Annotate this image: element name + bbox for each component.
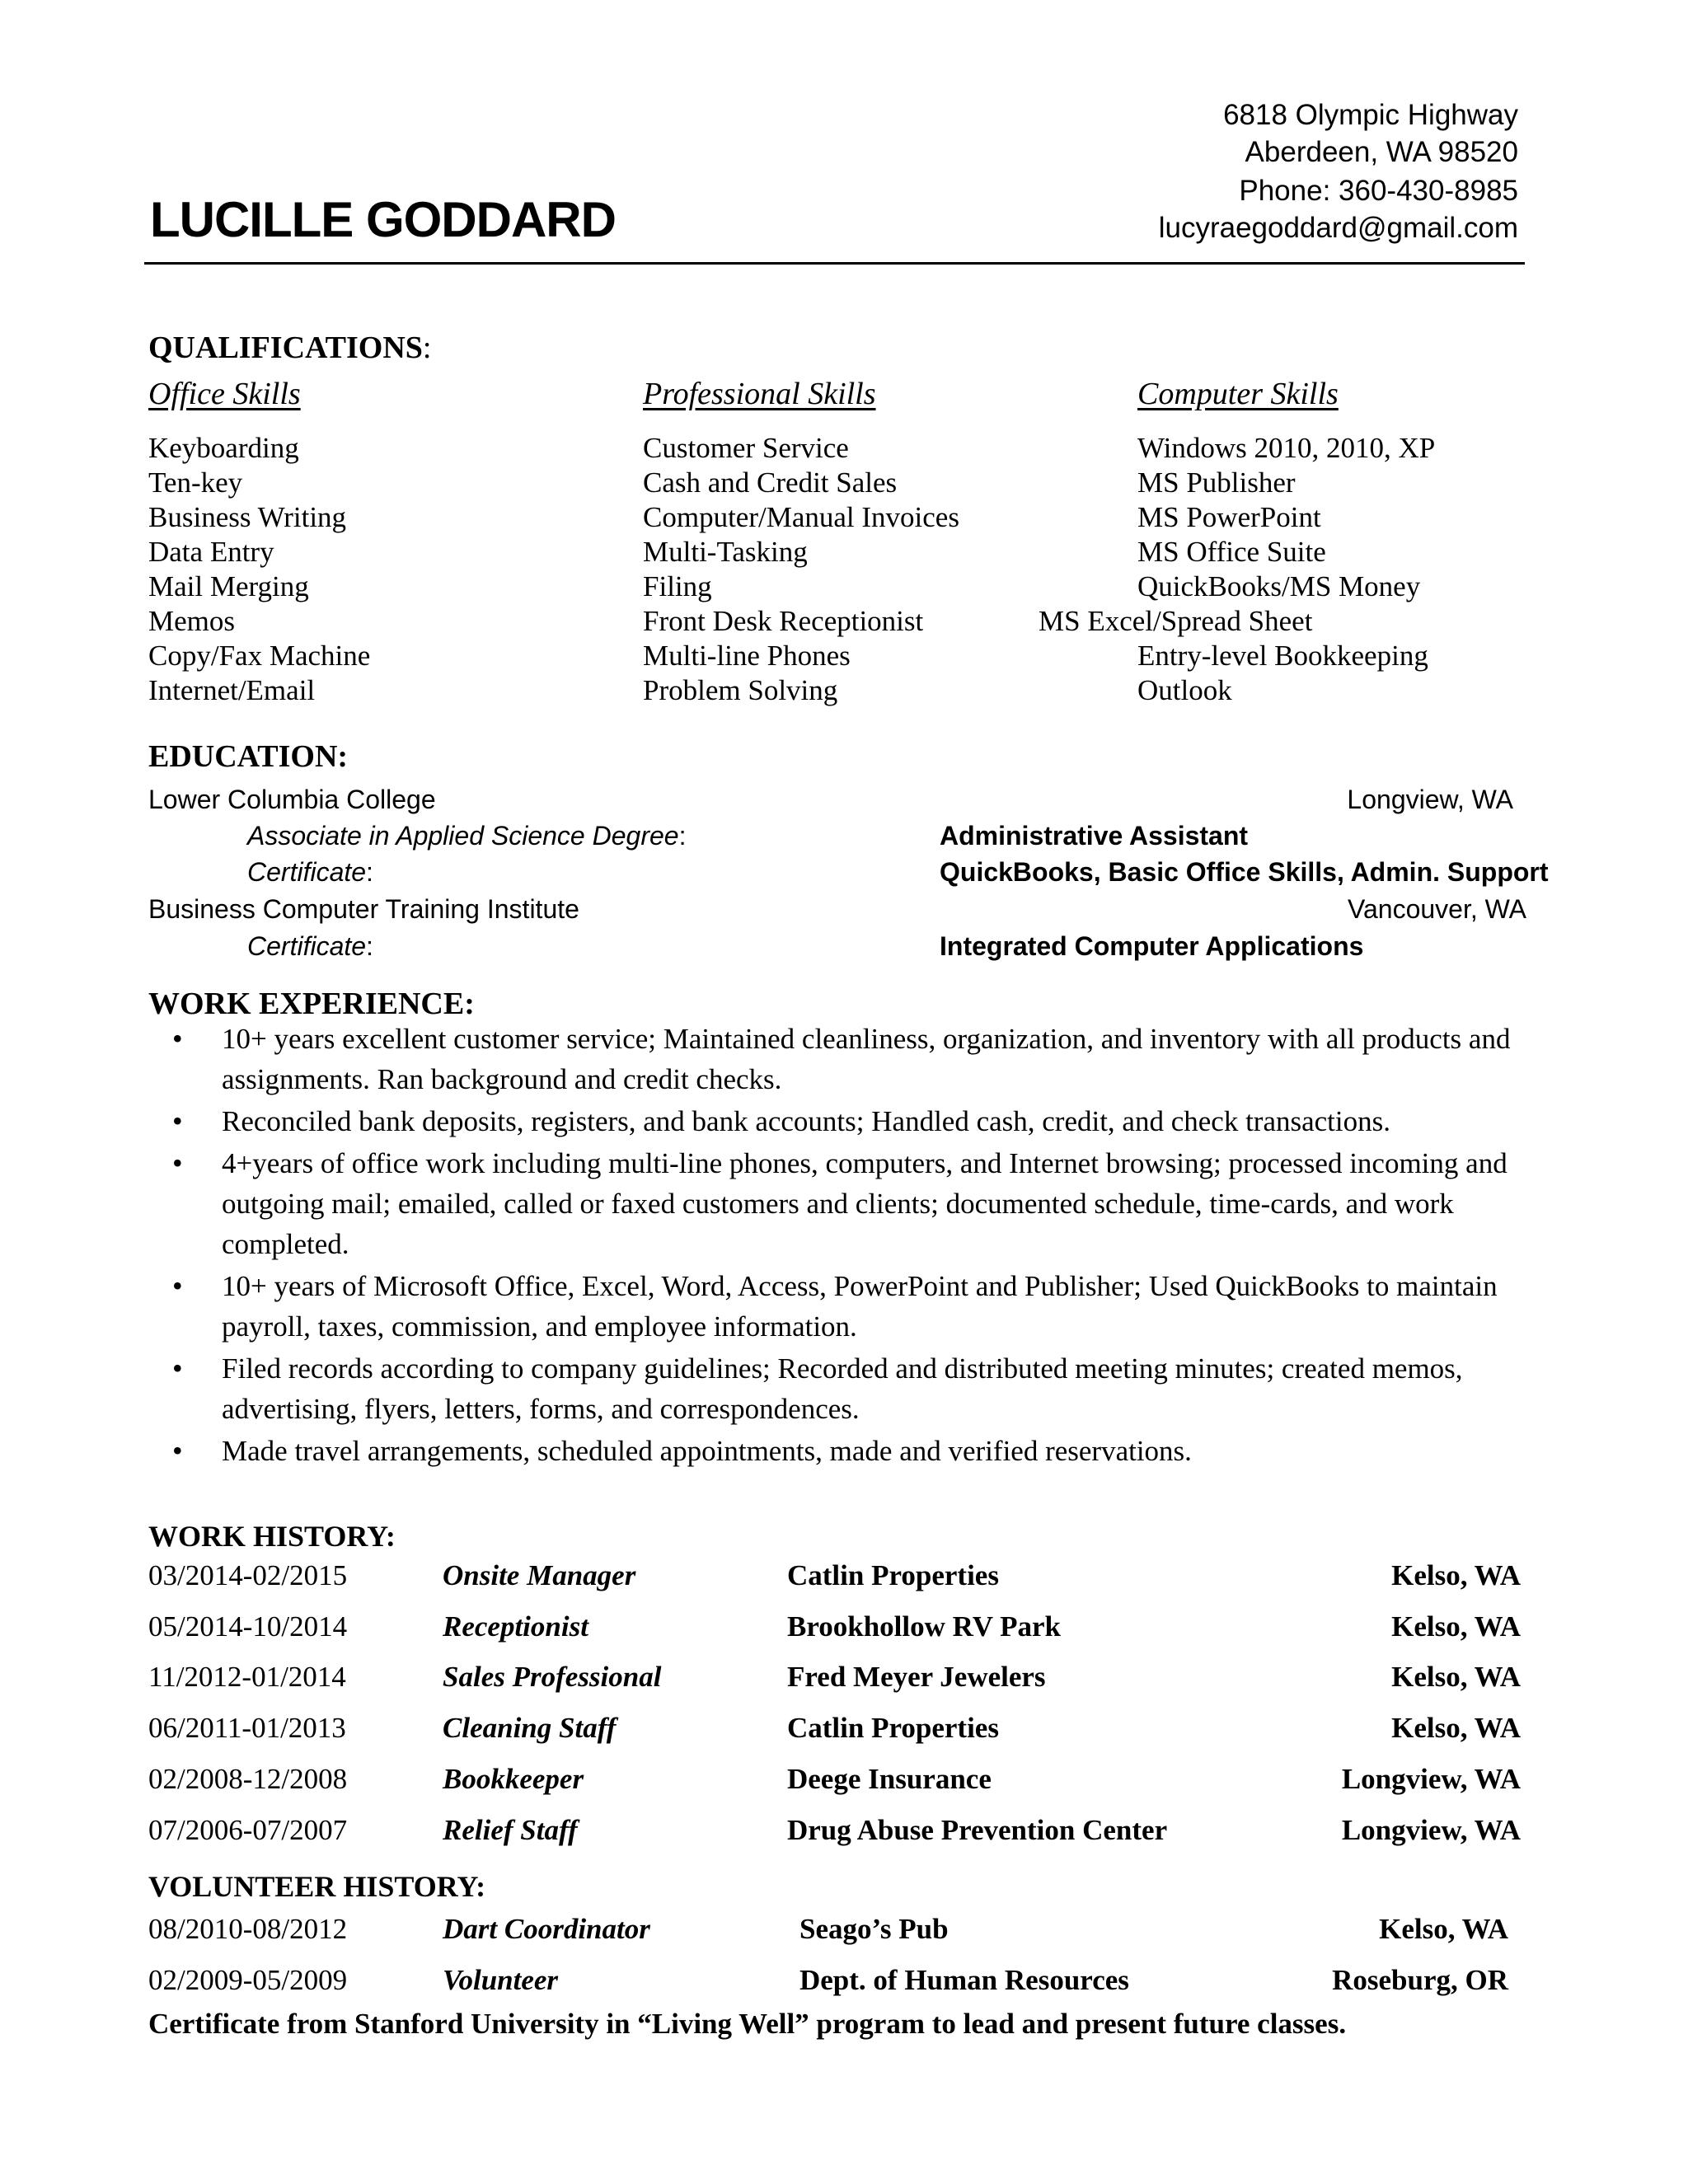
volunteer-history-row — [148, 1964, 1508, 2005]
computer-skills-title: Computer Skills — [1137, 377, 1339, 411]
skill-item: Front Desk Receptionist — [643, 605, 924, 637]
history-role: Relief Staff — [443, 1814, 578, 1846]
skill-item: QuickBooks/MS Money — [1137, 570, 1421, 602]
history-date: 02/2009-05/2009 — [148, 1964, 348, 1996]
history-date: 02/2008-12/2008 — [148, 1763, 348, 1795]
qualifications-heading — [148, 330, 431, 366]
history-date: 06/2011-01/2013 — [148, 1712, 346, 1744]
phone: Phone: 360-430-8985 — [1239, 175, 1518, 207]
qualifications-heading-text: QUALIFICATIONS — [148, 330, 423, 365]
skill-item: Filing — [643, 570, 712, 602]
volunteer-history-heading: VOLUNTEER HISTORY: — [148, 1870, 486, 1903]
history-company: Deege Insurance — [787, 1763, 992, 1795]
certificate-label-text: Certificate — [247, 857, 367, 887]
skill-item: Customer Service — [643, 432, 849, 464]
work-history-heading: WORK HISTORY: — [148, 1520, 396, 1553]
skill-item: Keyboarding — [148, 432, 299, 464]
history-role: Dart Coordinator — [443, 1913, 650, 1945]
history-date: 08/2010-08/2012 — [148, 1913, 348, 1945]
history-role: Receptionist — [443, 1610, 588, 1643]
skill-item: Mail Merging — [148, 570, 309, 602]
skill-item: MS PowerPoint — [1137, 501, 1321, 533]
history-company: Catlin Properties — [787, 1712, 999, 1744]
experience-bullet: • Filed records according to company guidelines; Recorded and distributed meeting minutes; created memos, advertising, flyers, letters, forms, and correspondences. — [169, 1348, 1537, 1429]
experience-bullet: • Made travel arrangements, scheduled appointments, made and verified reservations. — [169, 1431, 1537, 1471]
address-line-1: 6818 Olympic Highway — [1223, 99, 1518, 131]
certificate-label-colon: : — [366, 931, 373, 961]
school-name: Lower Columbia College — [148, 785, 436, 814]
history-location: Kelso, WA — [1391, 1559, 1521, 1591]
history-role: Volunteer — [443, 1964, 559, 1996]
history-role: Sales Professional — [443, 1661, 662, 1693]
applicant-name: LUCILLE GODDARD — [150, 192, 616, 247]
school-location: Vancouver, WA — [1348, 894, 1526, 924]
certificate-label — [247, 857, 373, 888]
history-date: 07/2006-07/2007 — [148, 1814, 348, 1846]
skill-item: Windows 2010, 2010, XP — [1137, 432, 1436, 464]
history-role: Onsite Manager — [443, 1559, 636, 1591]
work-history-row — [148, 1610, 1521, 1652]
history-company: Brookhollow RV Park — [787, 1610, 1061, 1643]
skill-item: Business Writing — [148, 501, 347, 533]
history-role: Cleaning Staff — [443, 1712, 617, 1744]
history-location: Longview, WA — [1341, 1763, 1521, 1795]
history-location: Longview, WA — [1341, 1814, 1521, 1846]
skill-item: Outlook — [1137, 674, 1232, 706]
work-history-row — [148, 1712, 1521, 1753]
skill-item: Computer/Manual Invoices — [643, 501, 959, 533]
office-skills-title: Office Skills — [148, 377, 301, 411]
skill-item: Copy/Fax Machine — [148, 640, 371, 672]
history-location: Roseburg, OR — [1332, 1964, 1508, 1996]
work-history-row — [148, 1763, 1521, 1804]
degree-value: Administrative Assistant — [940, 821, 1249, 851]
skill-item: Cash and Credit Sales — [643, 466, 898, 499]
skill-item: MS Office Suite — [1137, 536, 1326, 568]
history-company: Drug Abuse Prevention Center — [787, 1814, 1168, 1846]
experience-bullet: • Reconciled bank deposits, registers, and bank accounts; Handled cash, credit, and check transactions. — [169, 1101, 1537, 1141]
address-line-2: Aberdeen, WA 98520 — [1245, 136, 1518, 168]
skill-item: Ten-key — [148, 466, 243, 499]
school-name: Business Computer Training Institute — [148, 894, 579, 924]
experience-bullet: • 10+ years of Microsoft Office, Excel, Word, Access, PowerPoint and Publisher; Used QuickBooks to maintain payroll, taxes, commission, and employee information. — [169, 1266, 1537, 1347]
history-date: 05/2014-10/2014 — [148, 1610, 348, 1643]
history-company: Catlin Properties — [787, 1559, 999, 1591]
skill-item: Multi-line Phones — [643, 640, 851, 672]
header-divider — [144, 262, 1525, 265]
certificate-value: QuickBooks, Basic Office Skills, Admin. Support — [940, 857, 1549, 887]
work-experience-list — [169, 1019, 1537, 1473]
history-date: 03/2014-02/2015 — [148, 1559, 348, 1591]
history-location: Kelso, WA — [1379, 1913, 1508, 1945]
work-history-row — [148, 1661, 1521, 1702]
history-location: Kelso, WA — [1391, 1712, 1521, 1744]
skill-item: Entry-level Bookkeeping — [1137, 640, 1428, 672]
education-heading: EDUCATION: — [148, 739, 349, 774]
skill-item: Multi-Tasking — [643, 536, 808, 568]
professional-skills-title: Professional Skills — [643, 377, 876, 411]
email: lucyraegoddard@gmail.com — [1158, 212, 1518, 244]
skill-item: Problem Solving — [643, 674, 838, 706]
certificate-label-text: Certificate — [247, 931, 367, 961]
skill-item: Memos — [148, 605, 235, 637]
history-company: Seago’s Pub — [799, 1913, 949, 1945]
work-experience-heading: WORK EXPERIENCE: — [148, 987, 475, 1021]
history-date: 11/2012-01/2014 — [148, 1661, 346, 1693]
school-location: Longview, WA — [1347, 785, 1513, 814]
experience-bullet: • 4+years of office work including multi-line phones, computers, and Internet browsing; processed incoming and outgoing mail; emailed, called or faxed customers and clients; documented schedule, time-cards, and work completed. — [169, 1143, 1537, 1264]
degree-label-text: Associate in Applied Science Degree — [247, 821, 679, 851]
volunteer-history-row — [148, 1913, 1508, 1954]
qualifications-heading-colon: : — [422, 330, 432, 365]
skill-item: MS Excel/Spread Sheet — [1039, 605, 1313, 637]
certificate-value: Integrated Computer Applications — [940, 931, 1364, 961]
degree-label — [247, 821, 686, 851]
history-role: Bookkeeper — [443, 1763, 584, 1795]
history-location: Kelso, WA — [1391, 1661, 1521, 1693]
certificate-label — [247, 931, 373, 962]
skill-item: Internet/Email — [148, 674, 316, 706]
work-history-row — [148, 1814, 1521, 1855]
history-company: Dept. of Human Resources — [799, 1964, 1129, 1996]
experience-bullet: • 10+ years excellent customer service; Maintained cleanliness, organization, and inventory with all products and assignments. Ran background and credit checks. — [169, 1019, 1537, 1099]
certificate-label-colon: : — [366, 857, 373, 887]
history-company: Fred Meyer Jewelers — [787, 1661, 1046, 1693]
degree-label-colon: : — [678, 821, 687, 851]
history-location: Kelso, WA — [1391, 1610, 1521, 1643]
skill-item: MS Publisher — [1137, 466, 1296, 499]
skill-item: Data Entry — [148, 536, 274, 568]
work-history-row — [148, 1559, 1521, 1601]
certificate-note: Certificate from Stanford University in “Living Well” program to lead and present future classes. — [148, 2008, 1347, 2040]
